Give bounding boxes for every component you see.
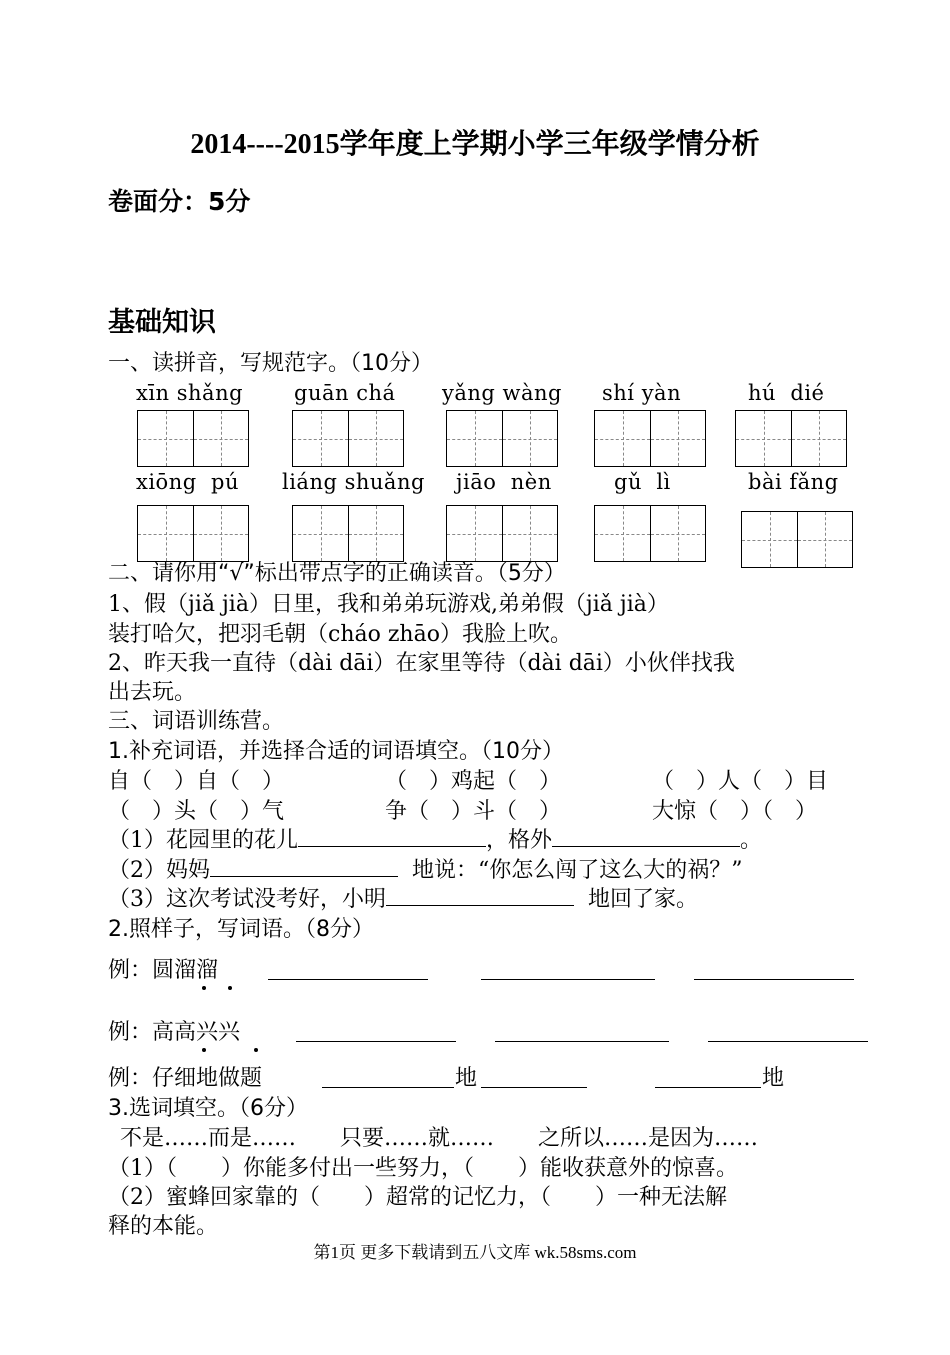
example-3: 例：仔细地做题 [108, 1066, 263, 1091]
answer-blank[interactable] [296, 1019, 456, 1042]
answer-blank[interactable] [481, 957, 655, 980]
answer-blank[interactable] [298, 826, 486, 847]
sub3-line-1: （1）（ ）你能多付出一些努力，（ ）能收获意外的惊喜。 [108, 1156, 738, 1181]
writing-grid[interactable] [292, 410, 404, 467]
pinyin-5: hú dié [748, 381, 825, 405]
sub3-line-3: 释的本能。 [108, 1214, 219, 1239]
q3-heading: 三、词语训练营。 [108, 709, 285, 734]
pinyin-7: liáng shuǎng [282, 470, 425, 494]
pinyin-9: gǔ lì [614, 470, 671, 494]
q2-heading: 二、请你用“√”标出带点字的正确读音。（5分） [108, 561, 566, 586]
answer-blank[interactable] [708, 1019, 868, 1042]
answer-blank[interactable] [694, 957, 854, 980]
writing-grid[interactable] [735, 410, 847, 467]
sub3-line-2: （2）蜜蜂回家靠的（ ）超常的记忆力，（ ）一种无法解 [108, 1185, 727, 1210]
answer-blank[interactable] [210, 856, 398, 877]
answer-blank[interactable] [386, 885, 574, 906]
pinyin-8: jiāo nèn [456, 470, 552, 494]
answer-blank[interactable] [322, 1065, 454, 1088]
word-blank-4: （ ）头（ ）气 [108, 799, 285, 824]
score-note: 卷面分：5分 [108, 187, 251, 216]
emphasis-dot [228, 986, 232, 990]
example-1: 例：圆溜溜 [108, 958, 219, 983]
q1-heading: 一、读拼音，写规范字。（10分） [108, 351, 433, 376]
q3-sub3-heading: 3.选词填空。（6分） [108, 1096, 308, 1121]
pinyin-3: yǎng wàng [442, 381, 562, 405]
di-label: 地 [762, 1066, 785, 1091]
sentence-3: （3）这次考试没考好，小明 地回了家。 [108, 887, 699, 912]
writing-grid[interactable] [594, 505, 706, 562]
example-2: 例：高高兴兴 [108, 1020, 241, 1045]
writing-grid[interactable] [137, 410, 249, 467]
writing-grid[interactable] [137, 505, 249, 562]
pinyin-10: bài fǎng [748, 470, 839, 494]
word-options: 不是……而是…… 只要……就…… 之所以……是因为…… [120, 1126, 759, 1151]
q3-sub1-heading: 1.补充词语，并选择合适的词语填空。（10分） [108, 739, 564, 764]
page-footer: 第1页 更多下载请到五八文库 wk.58sms.com [313, 1243, 637, 1262]
q3-sub2-heading: 2.照样子，写词语。（8分） [108, 917, 374, 942]
emphasis-dot [202, 986, 206, 990]
answer-blank[interactable] [481, 1065, 587, 1088]
answer-blank[interactable] [495, 1019, 669, 1042]
writing-grid[interactable] [446, 410, 558, 467]
q2-line-3: 2、昨天我一直待（dài dāi）在家里等待（dài dāi）小伙伴找我 [108, 651, 735, 676]
page-title: 2014----2015学年度上学期小学三年级学情分析 [190, 129, 760, 160]
di-label: 地 [455, 1066, 478, 1091]
q2-line-2: 装打哈欠，把羽毛朝（cháo zhāo）我脸上吹。 [108, 622, 572, 647]
word-blank-1: 自（ ）自（ ） [108, 769, 285, 794]
q2-line-4: 出去玩。 [108, 680, 197, 705]
emphasis-dot [254, 1048, 258, 1052]
answer-blank[interactable] [268, 957, 428, 980]
section-heading: 基础知识 [108, 307, 216, 338]
pinyin-2: guān chá [294, 381, 396, 405]
writing-grid[interactable] [741, 511, 853, 568]
answer-blank[interactable] [552, 826, 740, 847]
word-blank-6: 大惊（ ）（ ） [652, 799, 818, 824]
writing-grid[interactable] [292, 505, 404, 562]
writing-grid[interactable] [594, 410, 706, 467]
writing-grid[interactable] [446, 505, 558, 562]
emphasis-dot [202, 1048, 206, 1052]
pinyin-4: shí yàn [602, 381, 682, 405]
pinyin-6: xiōng pú [136, 470, 239, 494]
q2-line-1: 1、假（jiǎ jià）日里，我和弟弟玩游戏,弟弟假（jiǎ jià） [108, 592, 669, 617]
sentence-2: （2）妈妈 地说：“你怎么闯了这么大的祸？” [108, 858, 743, 883]
word-blank-5: 争（ ）斗（ ） [385, 799, 562, 824]
sentence-1: （1）花园里的花儿 ，格外 。 [108, 828, 763, 853]
pinyin-1: xīn shǎng [136, 381, 244, 405]
answer-blank[interactable] [655, 1065, 761, 1088]
word-blank-2: （ ）鸡起（ ） [385, 769, 562, 794]
word-blank-3: （ ）人（ ）目 [652, 769, 829, 794]
